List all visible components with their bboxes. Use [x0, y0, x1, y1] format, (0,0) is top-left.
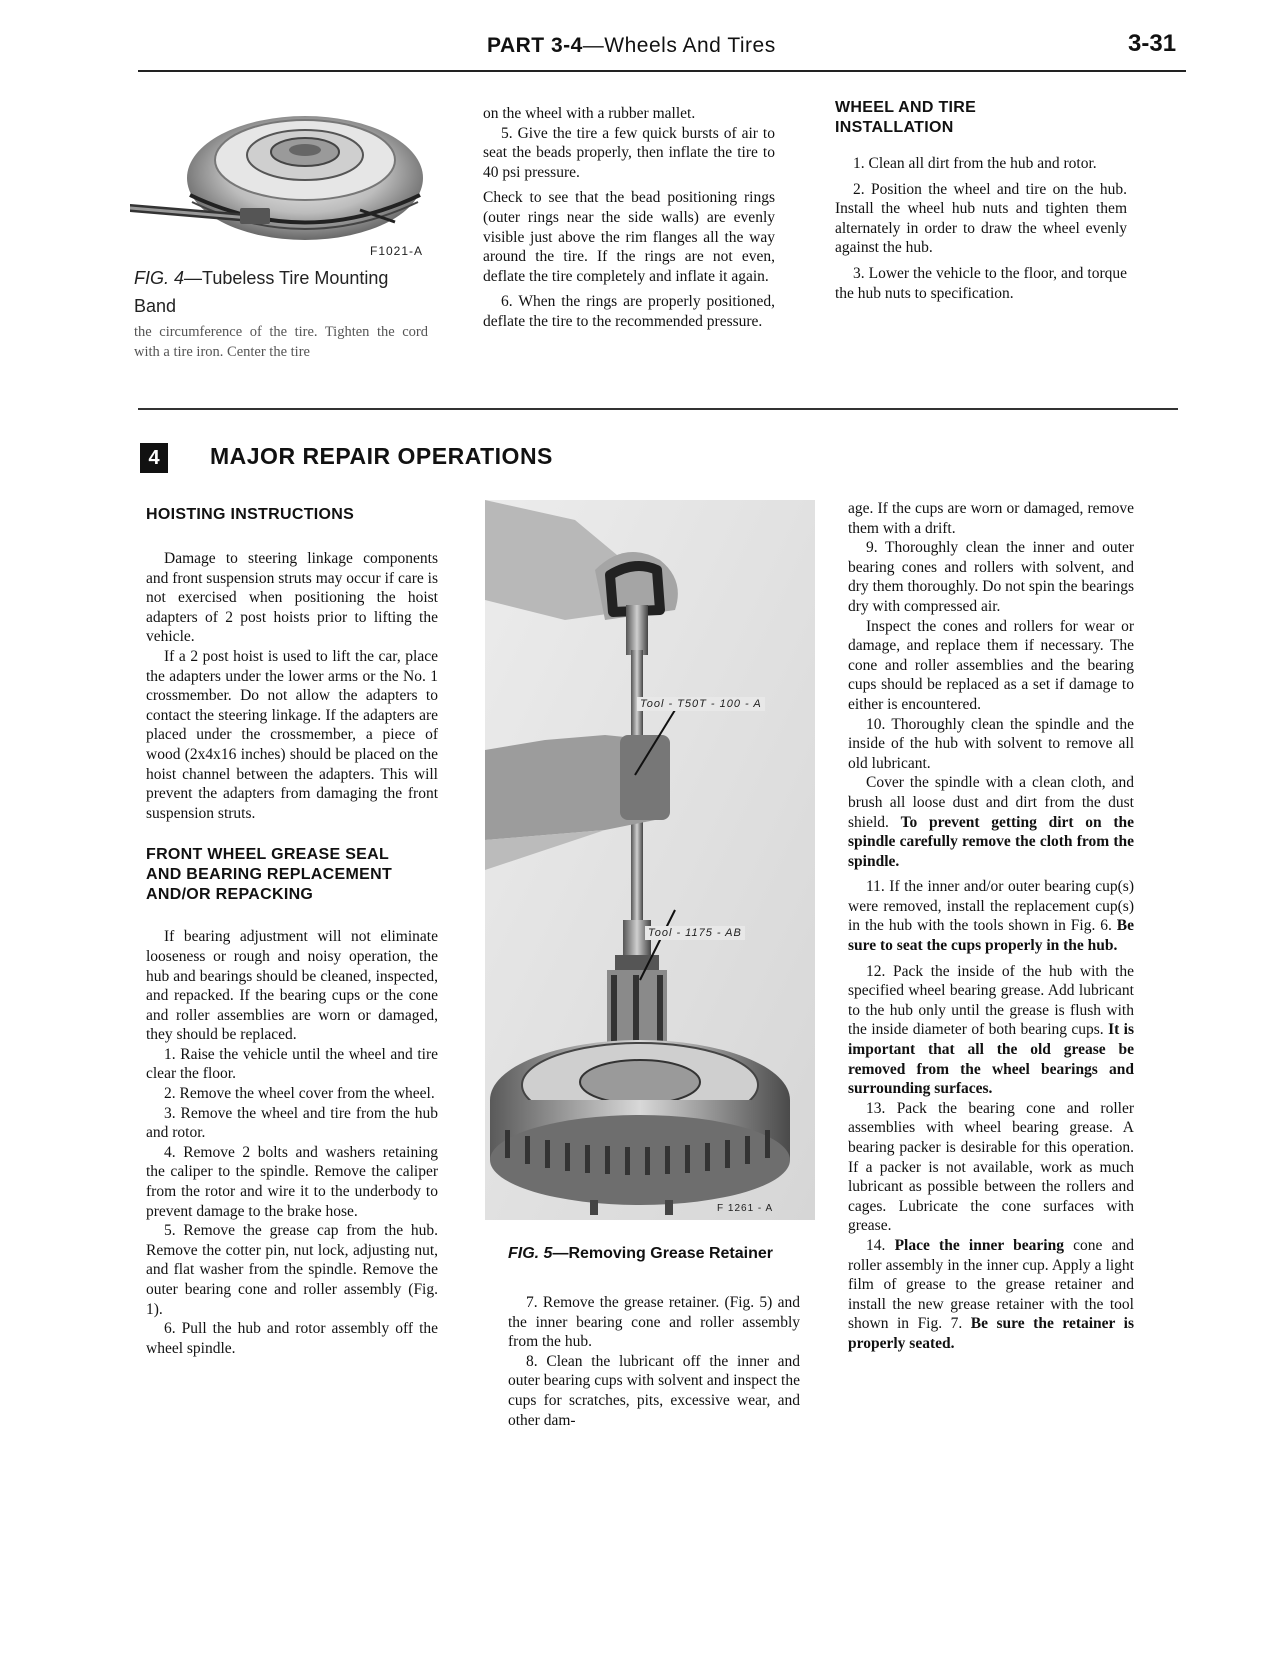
- fig4-caption-line2: Band: [134, 296, 177, 316]
- section-title: MAJOR REPAIR OPERATIONS: [210, 443, 553, 469]
- list-item: 2. Remove the wheel cover from the wheel.: [164, 1085, 435, 1103]
- paragraph: Inspect the cones and rollers for wear or damage, and replace them if necessary. The cone and roller assemblies and the bearing cups should be replaced as a set if damage to either is encountered.: [848, 617, 1134, 713]
- top-col2: [483, 104, 775, 332]
- text-plain: Cover the spindle with a clean cloth, and brush all loose dust and dirt from the dust shield.: [848, 774, 1134, 831]
- fig5-caption-rest: —Removing Grease Retainer: [552, 1245, 773, 1262]
- part-label: PART 3-4: [487, 34, 583, 57]
- wheel-tire-installation-heading: [835, 98, 1127, 138]
- list-item: 4. Remove 2 bolts and washers retaining the caliper to the spindle. Remove the caliper from the rotor and wire it to the underbody to prevent damage to the brake hose.: [146, 1143, 438, 1220]
- paragraph: Damage to steering linkage components and front suspension struts may occur if care is not exercised when positioning the hoist adapters of 2 post hoists prior to lifting the vehicle.: [146, 550, 438, 646]
- hoisting-instructions-heading: HOISTING INSTRUCTIONS: [146, 506, 355, 523]
- fig5-code: F 1261 - A: [717, 1203, 774, 1214]
- list-item: 13. Pack the bearing cone and roller assemblies with wheel bearing grease. A bearing packer is desirable for this operation. If a packer is not available, work as much lubricant as possible between the rollers and cages. Lubricate the cone surfaces with grease.: [848, 1099, 1134, 1235]
- list-item: 8. Clean the lubricant off the inner and outer bearing cups with solvent and inspect the cups for scratches, pits, excessive wear, and other dam-: [508, 1352, 800, 1429]
- fig5-puller-photo: [485, 500, 815, 1280]
- text-bold: To prevent getting dirt on the spindle carefully remove the cloth from the spindle.: [848, 813, 1134, 870]
- paragraph: on the wheel with a rubber mallet.: [483, 105, 696, 122]
- top-col3: [835, 98, 1127, 303]
- paragraph: 1. Clean all dirt from the hub and rotor.: [853, 155, 1097, 172]
- list-item: 3. Remove the wheel and tire from the hub and rotor.: [146, 1104, 438, 1142]
- bottom-col1: [146, 505, 438, 1358]
- list-item: 7. Remove the grease retainer. (Fig. 5) and the inner bearing cone and roller assembly from the hub.: [508, 1294, 800, 1351]
- heading-line: AND/OR REPACKING: [146, 886, 314, 904]
- fig4-caption: [134, 264, 434, 320]
- section-divider: [138, 408, 1178, 410]
- heading-line: AND BEARING REPLACEMENT: [146, 866, 393, 884]
- text-bold: Be sure the retainer is properly seated.: [848, 1315, 1134, 1352]
- bottom-col3: [848, 499, 1134, 1354]
- grease-seal-heading: [146, 845, 438, 905]
- list-item: 1. Raise the vehicle until the wheel and tire clear the floor.: [146, 1045, 438, 1083]
- heading-line: WHEEL AND TIRE: [835, 99, 977, 116]
- heading-line: INSTALLATION: [835, 119, 954, 136]
- text-plain: 11. If the inner and/or outer bearing cup(s) were removed, install the replacement cup(s) in the hub with the tools shown in Fig. 6.: [848, 878, 1134, 935]
- paragraph: 6. When the rings are properly positioned, deflate the tire to the recommended pressure.: [483, 293, 775, 330]
- paragraph: [848, 773, 1134, 871]
- fig5-caption: [508, 1245, 773, 1263]
- chapter-title: —Wheels And Tires: [582, 34, 776, 57]
- list-item: 10. Thoroughly clean the spindle and the inside of the hub with solvent to remove all old lubricant.: [848, 715, 1134, 772]
- paragraph: 3. Lower the vehicle to the floor, and torque the hub nuts to specification.: [835, 264, 1127, 302]
- list-item: [848, 962, 1134, 1099]
- list-item: [848, 877, 1134, 955]
- section-number-badge: 4: [140, 443, 168, 473]
- text-plain: 14.: [866, 1236, 895, 1254]
- list-item: 9. Thoroughly clean the inner and outer bearing cones and rollers with solvent, and dry them thoroughly. Do not spin the bearings dry with compressed air.: [848, 539, 1134, 615]
- paragraph: If a 2 post hoist is used to lift the car, place the adapters under the lower arms or the No. 1 crossmember. Do not allow the adapters to contact the steering linkage. If the adapters are placed under the crossmember, a piece of wood (2x4x16 inches) should be placed on the hoist channel between the adapters. This will prevent the adapters from damaging the front suspension struts.: [146, 647, 438, 822]
- fig4-caption-prefix: FIG. 4: [134, 268, 185, 288]
- text-plain: 12. Pack the inside of the hub with the specified wheel bearing grease. Add lubricant to the hub only until the grease is flush with the inside diameter of both bearing cups.: [848, 962, 1134, 1039]
- paragraph: Check to see that the bead positioning rings (outer rings near the side walls) are evenly visible just above the rim flanges all the way around the tire. If the rings are not even, deflate the tire completely and inflate it again.: [483, 189, 775, 285]
- paragraph: age. If the cups are worn or damaged, remove them with a drift.: [848, 500, 1134, 537]
- fig5-caption-prefix: FIG. 5: [508, 1245, 553, 1262]
- list-item: [848, 1236, 1134, 1354]
- fig4-tire-photo: [130, 100, 430, 260]
- text-plain: cone and roller assembly in the inner cup. Apply a light film of grease to the grease retainer and install the new grease retainer with the tool shown in Fig. 7.: [848, 1236, 1135, 1333]
- header-rule: [138, 70, 1186, 72]
- paragraph: the circumference of the tire. Tighten the cord with a tire iron. Center the tire: [134, 324, 428, 360]
- list-item: 6. Pull the hub and rotor assembly off the wheel spindle.: [146, 1320, 438, 1357]
- text-bold: Be sure to seat the cups properly in the hub.: [848, 917, 1134, 955]
- fig5-tool-label-2: Tool - 1175 - AB: [645, 926, 745, 940]
- fig5-tool-label-1: Tool - T50T - 100 - A: [637, 697, 765, 711]
- page-header-title: [487, 34, 776, 58]
- paragraph: 2. Position the wheel and tire on the hub. Install the wheel hub nuts and tighten them alternately in order to draw the wheel evenly against the hub.: [835, 180, 1127, 257]
- paragraph: 5. Give the tire a few quick bursts of air to seat the beads properly, then inflate the tire to 40 psi pressure.: [483, 124, 775, 181]
- fig4-code: F1021-A: [370, 244, 424, 258]
- page-number: 3-31: [1128, 30, 1177, 57]
- text-bold: Place the inner bearing: [894, 1236, 1064, 1254]
- bottom-col2: [508, 1293, 800, 1430]
- fig4-caption-rest: —Tubeless Tire Mounting: [184, 268, 389, 288]
- paragraph: If bearing adjustment will not eliminate looseness or rough and noisy operation, the hub and bearings should be cleaned, inspected, and repacked. If the bearing cups or the cone and roller assemblies are worn or damaged, they should be replaced.: [146, 928, 438, 1044]
- list-item: 5. Remove the grease cap from the hub. Remove the cotter pin, nut lock, adjusting nut, and flat washer from the spindle. Remove the outer bearing cone and roller assembly (Fig. 1).: [146, 1222, 438, 1318]
- top-col1-text: [134, 323, 428, 362]
- heading-line: FRONT WHEEL GREASE SEAL: [146, 846, 390, 864]
- text-bold: It is important that all the old grease be removed from the wheel bearings and surrounding surfaces.: [848, 1021, 1134, 1098]
